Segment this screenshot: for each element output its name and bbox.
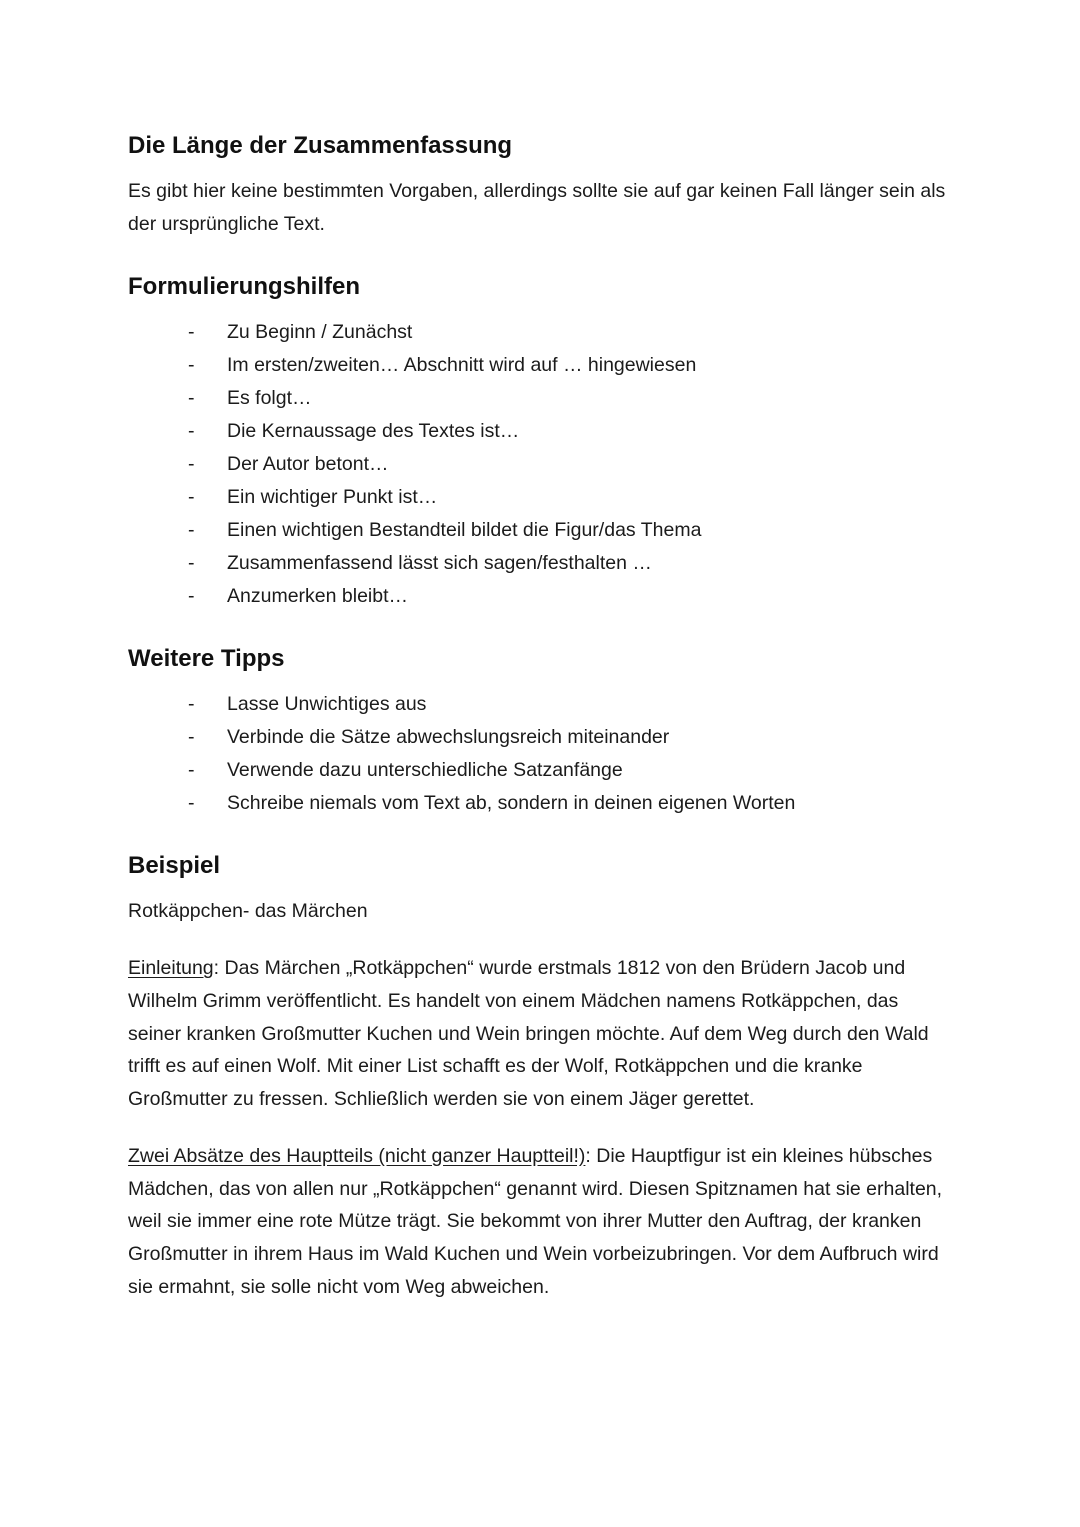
section-heading-laenge: Die Länge der Zusammenfassung: [128, 132, 513, 159]
dash-bullet: -: [188, 452, 195, 475]
list-item: [188, 382, 950, 415]
dash-bullet: -: [188, 551, 195, 574]
list-item: [188, 787, 950, 820]
weitere-tipps-list: [128, 688, 950, 820]
section-heading-weitere-tipps: Weitere Tipps: [128, 644, 285, 672]
list-item: [188, 349, 950, 382]
list-item: [188, 580, 950, 613]
list-item-text: Verbinde die Sätze abwechslungsreich miteinander: [227, 726, 670, 749]
formulierungshilfen-list: [128, 316, 950, 613]
list-item-text: Schreibe niemals vom Text ab, sondern in deinen eigenen Worten: [227, 792, 796, 815]
list-item: [188, 547, 950, 580]
list-item-text: Zusammenfassend lässt sich sagen/festhalten …: [227, 551, 652, 574]
einleitung-lead: Einleitung: [128, 957, 214, 979]
dash-bullet: -: [188, 792, 195, 815]
dash-bullet: -: [188, 353, 195, 376]
list-item-text: Ein wichtiger Punkt ist…: [227, 485, 438, 508]
dash-bullet: -: [188, 693, 195, 716]
dash-bullet: -: [188, 320, 195, 343]
paragraph-hauptteil: [128, 1140, 950, 1304]
dash-bullet: -: [188, 726, 195, 749]
hauptteil-text: : Die Hauptfigur ist ein kleines hübsches Mädchen, das von allen nur „Rotkäppchen“ genannt wird. Diesen Spitznamen hat sie erhalten, weil sie immer eine rote Mütze trägt. Sie bekommt von ihrer Mutter den Auftrag, der kranken Großmutter in ihrem Haus im Wald Kuchen und Wein vorbeizubringen. Vor dem Aufbruch wird sie ermahnt, sie solle nicht vom Weg abweichen.: [128, 1144, 943, 1298]
list-item-text: Lasse Unwichtiges aus: [227, 693, 427, 716]
list-item-text: Die Kernaussage des Textes ist…: [227, 419, 520, 442]
list-item-text: Anzumerken bleibt…: [227, 584, 409, 607]
dash-bullet: -: [188, 759, 195, 782]
list-item: [188, 514, 950, 547]
list-item: [188, 481, 950, 514]
list-item-text: Der Autor betont…: [227, 452, 389, 475]
paragraph-laenge: Es gibt hier keine bestimmten Vorgaben, allerdings sollte sie auf gar keinen Fall länger sein als der ursprüngliche Text.: [128, 180, 946, 235]
list-item-text: Zu Beginn / Zunächst: [227, 320, 413, 343]
list-item-text: Verwende dazu unterschiedliche Satzanfänge: [227, 759, 623, 782]
list-item-text: Im ersten/zweiten… Abschnitt wird auf … hingewiesen: [227, 353, 697, 376]
list-item: [188, 316, 950, 349]
list-item: [188, 688, 950, 721]
dash-bullet: -: [188, 386, 195, 409]
section-heading-beispiel: Beispiel: [128, 852, 221, 880]
einleitung-text: : Das Märchen „Rotkäppchen“ wurde erstmals 1812 von den Brüdern Jacob und Wilhelm Grimm veröffentlicht. Es handelt von einem Mädchen namens Rotkäppchen, das seiner kranken Großmutter Kuchen und Wein bringen möchte. Auf dem Weg durch den Wald trifft es auf einen Wolf. Mit einer List schafft es der Wolf, Rotkäppchen und die kranke Großmutter zu fressen. Schließlich werden sie von einem Jäger gerettet.: [128, 957, 929, 1110]
beispiel-subtitle: Rotkäppchen- das Märchen: [128, 900, 368, 923]
hauptteil-lead: Zwei Absätze des Hauptteils (nicht ganzer Hauptteil!): [128, 1144, 586, 1167]
section-heading-formulierungshilfen: Formulierungshilfen: [128, 272, 361, 300]
list-item: [188, 754, 950, 787]
list-item: [188, 415, 950, 448]
list-item-text: Es folgt…: [227, 386, 312, 409]
dash-bullet: -: [188, 485, 195, 508]
paragraph-einleitung: [128, 952, 950, 1116]
list-item: [188, 448, 950, 481]
list-item-text: Einen wichtigen Bestandteil bildet die Figur/das Thema: [227, 518, 702, 541]
dash-bullet: -: [188, 584, 195, 607]
dash-bullet: -: [188, 518, 195, 541]
list-item: [188, 721, 950, 754]
dash-bullet: -: [188, 419, 195, 442]
